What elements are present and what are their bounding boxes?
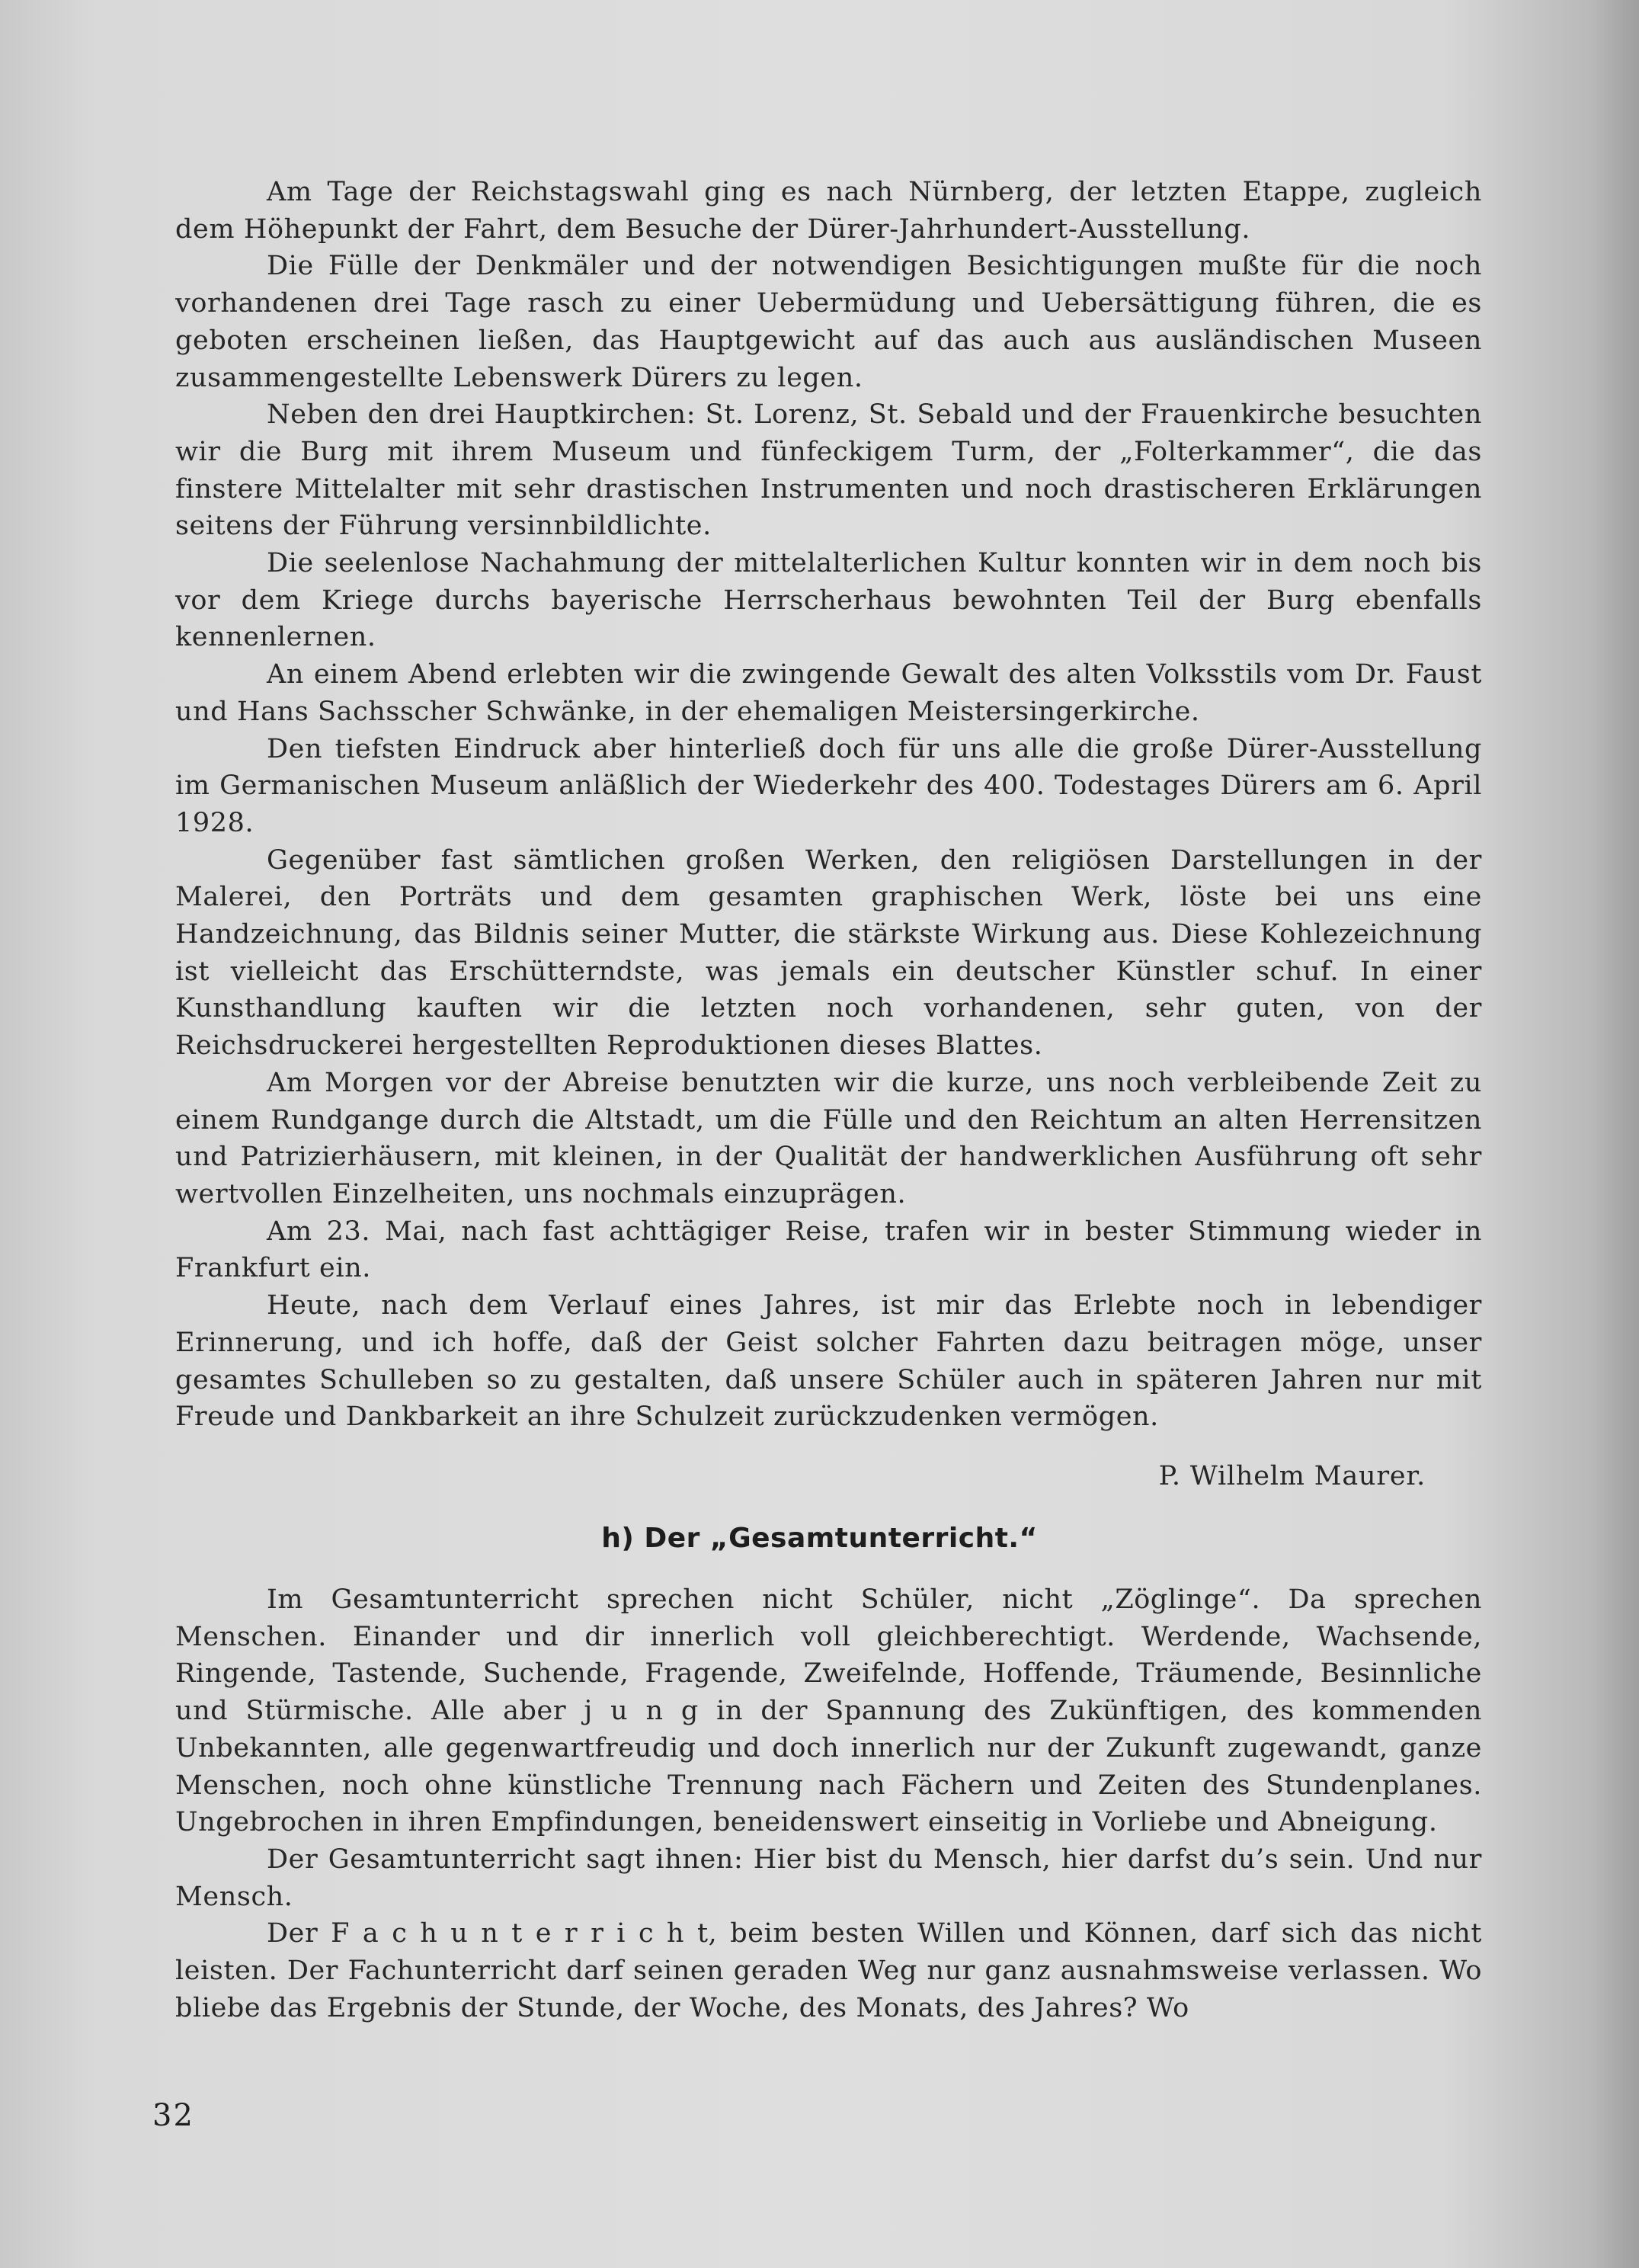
- author-signature: P. Wilhelm Maurer.: [1158, 1461, 1426, 1491]
- paragraph-nachahmung: Die seelenlose Nachahmung der mittelalterlichen Kultur konnten wir in dem noch bis vor dem Kriege durchs bayerische Herrscherhaus bewohnten Teil der Burg ebenfalls kennenlernen.: [175, 548, 1482, 653]
- paragraph-morgen: Am Morgen vor der Abreise benutzten wir die kurze, uns noch verbleibende Zeit zu einem Rundgange durch die Altstadt, um die Fülle und den Reichtum an alten Herrensitzen und Patrizierhäusern, mit kleinen, in der Qualität der handwerklichen Ausführung oft sehr wertvollen Einzelheiten, uns nochmals einzuprägen.: [175, 1067, 1482, 1209]
- section-heading: h) Der „Gesamtunterricht.“: [601, 1523, 1038, 1554]
- travel-report-text: [175, 174, 1482, 1436]
- paragraph-rueckkehr: Am 23. Mai, nach fast achttägiger Reise, trafen wir in bester Stimmung wieder in Frankfurt ein.: [175, 1216, 1482, 1284]
- paragraph-denkmaeler: Die Fülle der Denkmäler und der notwendigen Besichtigungen mußte für die noch vorhandenen drei Tage rasch zu einer Uebermüdung und Uebersättigung führen, die es geboten erscheinen ließen, das Hauptgewicht auf das auch aus ausländischen Museen zusammengestellte Lebenswerk Dürers zu legen.: [175, 251, 1482, 393]
- paragraph-abend: An einem Abend erlebten wir die zwingende Gewalt des alten Volksstils vom Dr. Faust und Hans Sachsscher Schwänke, in der ehemaligen Meistersingerkirche.: [175, 659, 1482, 727]
- page-number: 32: [152, 2098, 194, 2133]
- paragraph-fachunterricht: Der F a c h u n t e r r i c h t, beim besten Willen und Können, darf sich das nicht leisten. Der Fachunterricht darf seinen geraden Weg nur ganz ausnahmsweise verlassen. Wo bliebe das Ergebnis der Stunde, der Woche, des Monats, des Jahres? Wo: [175, 1918, 1482, 2023]
- paragraph-mensch: Der Gesamtunterricht sagt ihnen: Hier bist du Mensch, hier darfst du’s sein. Und nur Mensch.: [175, 1844, 1482, 1912]
- paragraph-hauptkirchen: Neben den drei Hauptkirchen: St. Lorenz, St. Sebald und der Frauenkirche besuchten wir die Burg mit ihrem Museum und fünfeckigem Turm, der „Folterkammer“, die das finstere Mittelalter mit sehr drastischen Instrumenten und noch drastischeren Erklärungen seitens der Führung versinnbildlichte.: [175, 399, 1482, 542]
- paragraph-nuernberg: Am Tage der Reichstagswahl ging es nach Nürnberg, der letzten Etappe, zugleich dem Höhepunkt der Fahrt, dem Besuche der Dürer-Jahrhundert-Ausstellung.: [175, 177, 1482, 245]
- gesamtunterricht-text: [175, 1581, 1482, 2026]
- paragraph-gesamtunterricht: Im Gesamtunterricht sprechen nicht Schüler, nicht „Zöglinge“. Da sprechen Menschen. Einander und dir innerlich voll gleichberechtigt. Werdende, Wachsende, Ringende, Tastende, Suchende, Fragende, Zweifelnde, Hoffende, Träumende, Besinnliche und Stürmische. Alle aber j u n g in der Spannung des Zukünftigen, des kommenden Unbekannten, alle gegenwartfreudig und doch innerlich nur der Zukunft zugewandt, ganze Menschen, noch ohne künstliche Trennung nach Fächern und Zeiten des Stundenplanes. Ungebrochen in ihren Empfindungen, beneidenswert einseitig in Vorliebe und Abneigung.: [175, 1584, 1482, 1838]
- paragraph-heute: Heute, nach dem Verlauf eines Jahres, ist mir das Erlebte noch in lebendiger Erinnerung, und ich hoffe, daß der Geist solcher Fahrten dazu beitragen möge, unser gesamtes Schulleben so zu gestalten, daß unsere Schüler auch in späteren Jahren nur mit Freude und Dankbarkeit an ihre Schulzeit zurückzudenken vermögen.: [175, 1290, 1482, 1433]
- paragraph-eindruck: Den tiefsten Eindruck aber hinterließ doch für uns alle die große Dürer-Ausstellung im Germanischen Museum anläßlich der Wiederkehr des 400. Todestages Dürers am 6. April 1928.: [175, 733, 1482, 838]
- paragraph-werke: Gegenüber fast sämtlichen großen Werken, den religiösen Darstellungen in der Malerei, den Porträts und dem gesamten graphischen Werk, löste bei uns eine Handzeichnung, das Bildnis seiner Mutter, die stärkste Wirkung aus. Diese Kohlezeichnung ist vielleicht das Erschütterndste, was jemals ein deutscher Künstler schuf. In einer Kunsthandlung kauften wir die letzten noch vorhandenen, sehr guten, von der Reichsdruckerei hergestellten Reproduktionen dieses Blattes.: [175, 844, 1482, 1062]
